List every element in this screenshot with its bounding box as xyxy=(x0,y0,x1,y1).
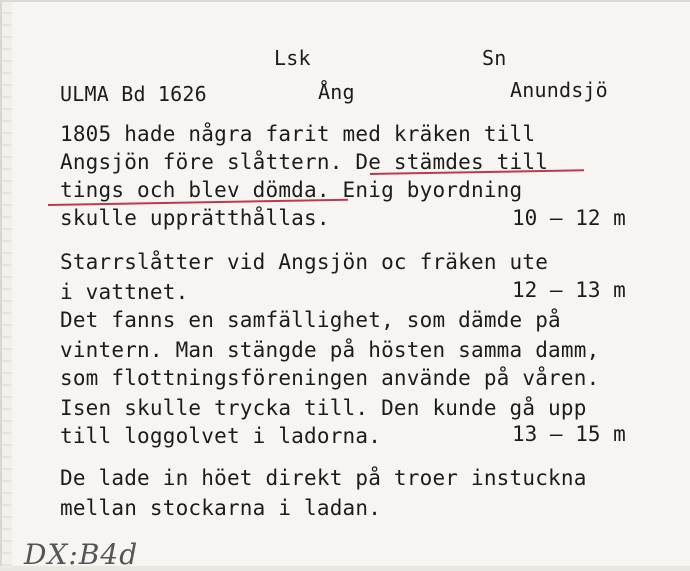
text-line: Det fanns en samfällighet, som dämde på xyxy=(60,308,561,332)
header-parish: Anundsjö xyxy=(510,78,608,102)
card-edge xyxy=(2,2,12,568)
text-line: Isen skulle trycka till. Den kunde gå upp xyxy=(60,396,587,420)
depth-range: 10 – 12 m xyxy=(512,206,626,230)
header-place: Ång xyxy=(318,80,355,104)
text-line: 1805 hade några farit med kräken till xyxy=(60,122,536,146)
text-line: Angsjön före slåttern. De stämdes till xyxy=(60,150,549,174)
text-line: Starrslåtter vid Angsjön oc fräken ute xyxy=(60,250,549,274)
text-line: som flottningsföreningen använde på våren. xyxy=(60,366,600,390)
text-line: mellan stockarna i ladan. xyxy=(60,496,382,520)
header-lsk: Lsk xyxy=(274,46,311,70)
text-line: till loggolvet i ladorna. xyxy=(60,424,382,448)
header-sn: Sn xyxy=(482,46,507,70)
header-code: ULMA Bd 1626 xyxy=(60,82,207,106)
text-line: skulle upprätthållas. xyxy=(60,206,330,230)
text-line: i vattnet. xyxy=(60,280,189,304)
text-line: De lade in höet direkt på troer instuckna xyxy=(60,466,587,490)
text-line: tings och blev dömda. Enig byordning xyxy=(60,178,523,202)
text-line: vintern. Man stängde på hösten samma damm, xyxy=(60,338,600,362)
handwritten-note: DX:B4d xyxy=(24,538,139,571)
depth-range: 13 – 15 m xyxy=(512,422,626,446)
depth-range: 12 – 13 m xyxy=(512,278,626,302)
